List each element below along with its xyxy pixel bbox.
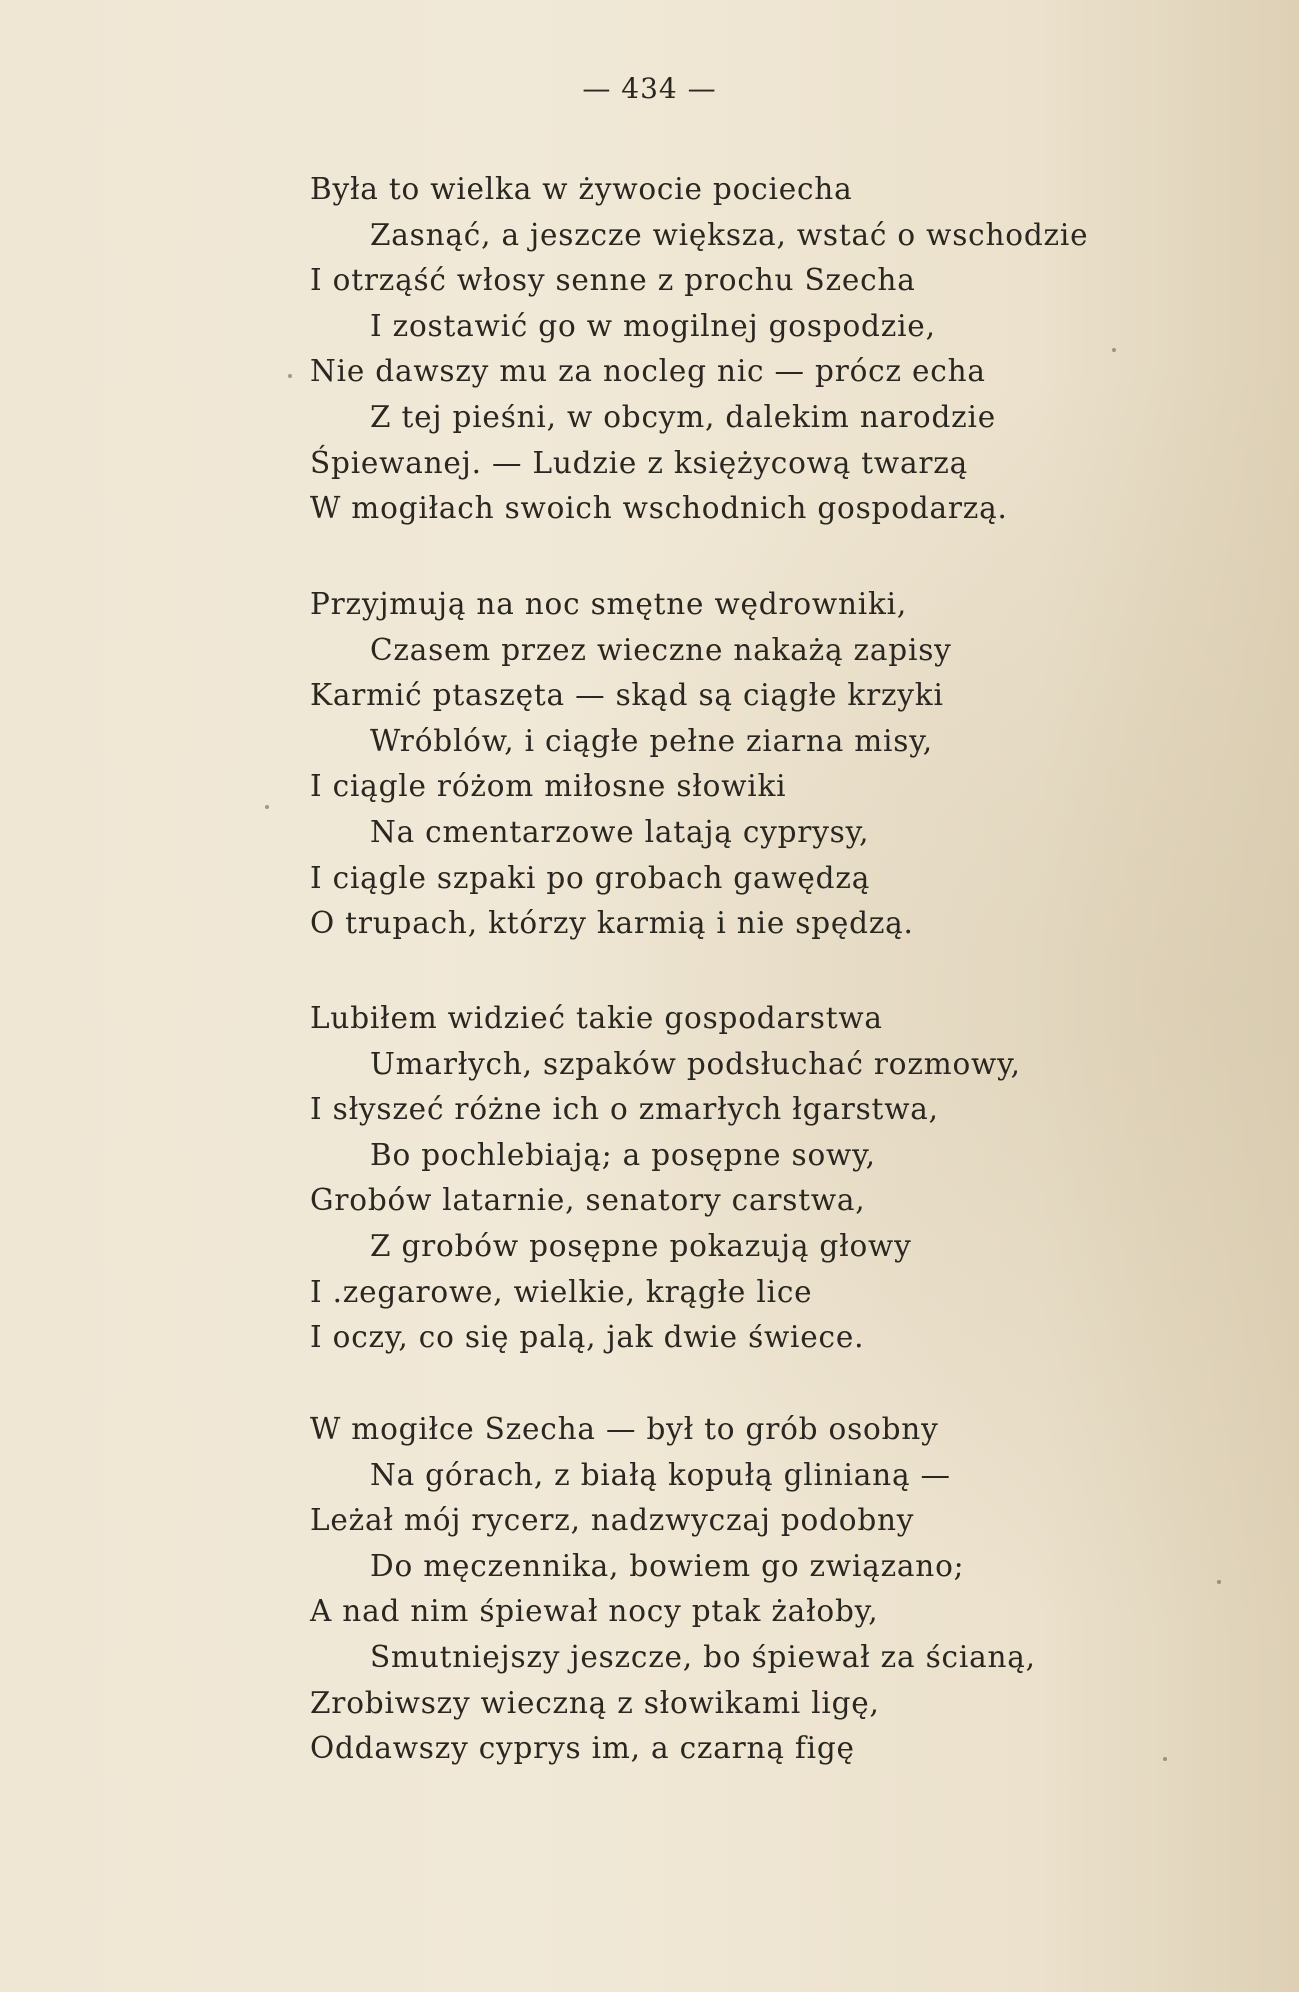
verse-line: I oczy, co się palą, jak dwie świece. (310, 1320, 865, 1355)
verse-line: Czasem przez wieczne nakażą zapisy (370, 632, 952, 667)
verse-line: Do męczennika, bowiem go związano; (370, 1548, 965, 1583)
verse-line: Z grobów posępne pokazują głowy (370, 1228, 912, 1263)
verse-line: I ciągle szpaki po grobach gawędzą (310, 860, 871, 895)
verse-line: I słyszeć różne ich o zmarłych łgarstwa, (310, 1092, 939, 1127)
stanza-2 (310, 582, 1210, 947)
verse-line: O trupach, którzy karmią i nie spędzą. (310, 906, 914, 941)
stanza-4 (310, 1407, 1210, 1772)
verse-line: Przyjmują na noc smętne wędrowniki, (310, 587, 908, 621)
verse-line: Grobów latarnie, senatory carstwa, (310, 1183, 866, 1218)
verse-line: Bo pochlebiają; a posępne sowy, (370, 1137, 876, 1172)
verse-line: Karmić ptaszęta — skąd są ciągłe krzyki (310, 678, 944, 713)
verse-line: Z tej pieśni, w obcym, dalekim narodzie (370, 399, 996, 434)
verse-line: Była to wielka w żywocie pociecha (310, 172, 853, 206)
verse-line: A nad nim śpiewał nocy ptak żałoby, (310, 1594, 879, 1629)
verse-line: Umarłych, szpaków podsłuchać rozmowy, (370, 1046, 1021, 1081)
verse-line: Na cmentarzowe latają cyprysy, (370, 814, 870, 849)
verse-line: Nie dawszy mu za nocleg nic — prócz echa (310, 354, 986, 389)
paper-speck (1217, 1580, 1221, 1584)
stanza-3 (310, 996, 1210, 1361)
verse-line: Smutniejszy jeszcze, bo śpiewał za ścianą, (370, 1639, 1036, 1674)
verse-line: Wróblów, i ciągłe pełne ziarna misy, (370, 723, 933, 758)
verse-line: Leżał mój rycerz, nadzwyczaj podobny (310, 1503, 915, 1538)
verse-line: I .zegarowe, wielkie, krągłe lice (310, 1274, 813, 1309)
verse-line: I ciągle różom miłosne słowiki (310, 769, 787, 804)
paper-speck (265, 805, 269, 809)
paper-speck (288, 374, 292, 378)
verse-line: Zrobiwszy wieczną z słowikami ligę, (310, 1685, 880, 1720)
verse-line: Lubiłem widzieć takie gospodarstwa (310, 1001, 883, 1035)
verse-line: Zasnąć, a jeszcze większa, wstać o wschodzie (370, 217, 1089, 252)
verse-line: I otrząść włosy senne z prochu Szecha (310, 263, 916, 298)
paper-speck (1163, 1757, 1167, 1761)
stanza-1 (310, 167, 1210, 532)
page-number: — 434 — (582, 72, 717, 105)
verse-line: W mogiłach swoich wschodnich gospodarzą. (310, 491, 1008, 526)
verse-line: W mogiłce Szecha — był to grób osobny (310, 1412, 939, 1446)
verse-line: Oddawszy cyprys im, a czarną figę (310, 1731, 855, 1766)
verse-line: Na górach, z białą kopułą glinianą — (370, 1457, 951, 1492)
verse-line: Śpiewanej. — Ludzie z księżycową twarzą (310, 445, 969, 480)
paper-speck (1112, 348, 1116, 352)
verse-line: I zostawić go w mogilnej gospodzie, (370, 308, 936, 343)
